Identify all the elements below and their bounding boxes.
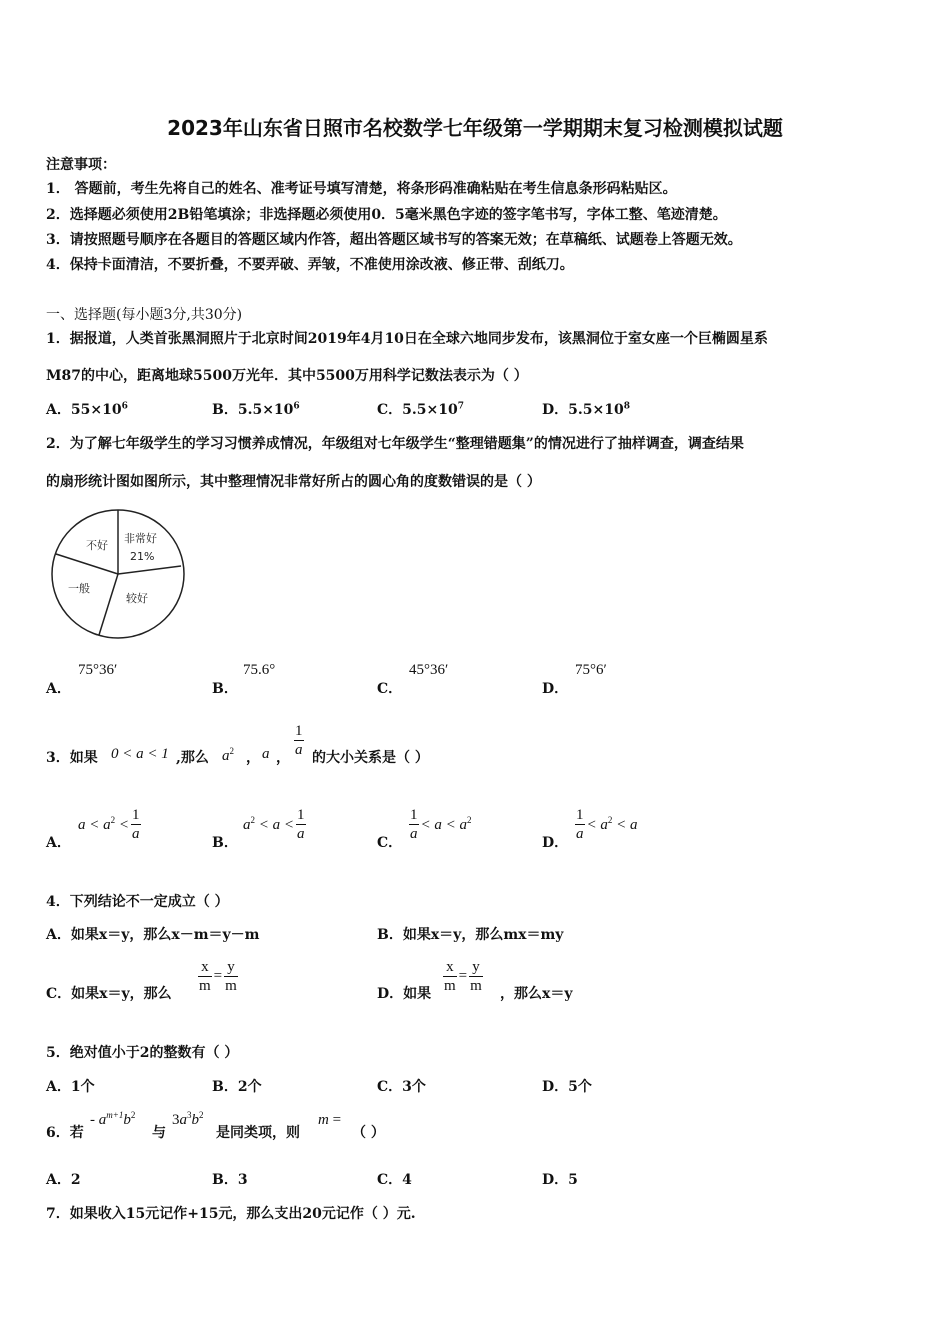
pie-label-good: 较好 (126, 592, 148, 605)
q3-option-d-expr: $\frac{1}{a}$ < $a^2 < a$ (576, 807, 638, 842)
q5-option-c: C．3个 (377, 1079, 426, 1095)
q6-option-a: A．2 (46, 1172, 81, 1188)
pie-divider-left (56, 554, 118, 574)
q6-end: （ ） (352, 1125, 385, 1141)
q2-option-a-letter: A． (46, 681, 71, 697)
q4-option-d-equation: $\frac{x}{m}$ = $\frac{y}{m}$ (444, 959, 482, 994)
q1-option-b: B．$5.5\times 10^6$ (212, 401, 300, 418)
pie-divider-bottom (99, 574, 118, 635)
q1-option-c: C．$5.5\times 10^7$ (377, 401, 464, 418)
q6-term-1: - $a^{m+1}b^2$ (90, 1110, 136, 1128)
section-heading: 一、选择题(每小题3分,共30分) (46, 307, 243, 323)
q4-option-b: B．如果x＝y，那么mx＝my (377, 927, 564, 943)
q2-option-d-value: 75°6′ (575, 662, 607, 678)
pie-label-percent: 21% (130, 550, 155, 563)
page-title: 2023年山东省日照市名校数学七年级第一学期期末复习检测模拟试题 (167, 116, 783, 140)
q3-mid: ,那么 (176, 750, 209, 766)
q2-option-c-value: 45°36′ (409, 662, 449, 678)
q6-mid: 与 (152, 1125, 166, 1141)
q5-option-b: B．2个 (212, 1079, 262, 1095)
q3-option-c-letter: C． (377, 835, 403, 851)
q7-stem: 7．如果收入15元记作+15元，那么支出20元记作（ ）元. (46, 1206, 416, 1222)
q3-option-d-letter: D． (542, 835, 569, 851)
q2-line1: 2．为了解七年级学生的学习习惯养成情况，年级组对七年级学生“整理错题集”的情况进行了抽样调查，调查结果 (46, 436, 744, 452)
q2-option-d-letter: D． (542, 681, 569, 697)
q3-prefix: 3．如果 (46, 750, 98, 766)
q2-option-a-value: 75°36′ (78, 662, 118, 678)
notice-item-4: 4．保持卡面清洁，不要折叠，不要弄破、弄皱，不准使用涂改液、修正带、刮纸刀。 (46, 257, 574, 273)
q3-suffix: 的大小关系是（ ） (312, 750, 429, 766)
q3-term-reciprocal: $\frac{1}{a}$ (295, 723, 303, 758)
q6-term-2: $3a^3b^2$ (172, 1110, 204, 1128)
notice-item-1: 1． 答题前，考生先将自己的姓名、准考证号填写清楚，将条形码准确粘贴在考生信息条形码粘贴区。 (46, 181, 677, 197)
notice-heading: 注意事项： (46, 157, 116, 173)
pie-divider-right (118, 566, 181, 574)
q3-term-a: a (262, 746, 270, 762)
q3-option-a-letter: A． (46, 835, 71, 851)
q3-sep-1: ， (246, 750, 260, 766)
pie-label-general: 一般 (68, 582, 90, 595)
q3-option-b-expr: $a^2 < a$ < $\frac{1}{a}$ (243, 807, 305, 842)
q3-option-c-expr: $\frac{1}{a}$ < $a < a^2$ (410, 807, 472, 842)
q4-option-d-prefix: D．如果 (377, 986, 432, 1002)
q4-option-a: A．如果x＝y，那么x－m＝y－m (46, 927, 260, 943)
pie-label-very-good: 非常好 (124, 532, 157, 545)
q4-stem: 4．下列结论不一定成立（ ） (46, 894, 229, 910)
notice-item-3: 3．请按照题号顺序在各题目的答题区域内作答，超出答题区域书写的答案无效；在草稿纸、试题卷上答题无效。 (46, 232, 742, 248)
pie-chart-figure (46, 504, 190, 644)
q6-post: 是同类项，则 (216, 1125, 300, 1141)
q6-option-b: B．3 (212, 1172, 248, 1188)
q1-option-d: D．$5.5\times 10^8$ (542, 401, 630, 418)
q1-option-a: A．$55\times 10^6$ (46, 401, 128, 418)
q6-prefix: 6．若 (46, 1125, 84, 1141)
q2-option-b-letter: B． (212, 681, 238, 697)
q1-line1: 1．据报道，人类首张黑洞照片于北京时间2019年4月10日在全球六地同步发布，该黑洞位于室女座一个巨椭圆星系 (46, 331, 768, 347)
q6-option-d: D．5 (542, 1172, 578, 1188)
q3-term-a-squared: $a^2$ (222, 746, 234, 764)
q3-option-a-expr: $a < a^2$ < $\frac{1}{a}$ (78, 807, 140, 842)
q5-option-a: A．1个 (46, 1079, 95, 1095)
notice-item-2: 2．选择题必须使用2B铅笔填涂；非选择题必须使用0．5毫米黑色字迹的签字笔书写，字体工整、笔迹清楚。 (46, 207, 727, 223)
q5-option-d: D．5个 (542, 1079, 592, 1095)
q4-option-c-equation: $\frac{x}{m}$ = $\frac{y}{m}$ (199, 959, 237, 994)
q1-line2: M87的中心，距离地球5500万光年．其中5500万用科学记数法表示为（ ） (46, 368, 528, 384)
q2-line2: 的扇形统计图如图所示，其中整理情况非常好所占的圆心角的度数错误的是（ ） (46, 474, 541, 490)
q2-option-b-value: 75.6° (243, 662, 276, 678)
q4-option-d-suffix: ，那么x＝y (500, 986, 573, 1002)
q2-option-c-letter: C． (377, 681, 403, 697)
q3-option-b-letter: B． (212, 835, 238, 851)
q6-unknown: m = (318, 1112, 342, 1128)
q3-condition: 0 < a < 1 (111, 746, 169, 762)
q6-option-c: C．4 (377, 1172, 412, 1188)
pie-label-bad: 不好 (86, 539, 108, 552)
q4-option-c-prefix: C．如果x＝y，那么 (46, 986, 172, 1002)
q3-sep-2: ， (276, 750, 290, 766)
q5-stem: 5．绝对值小于2的整数有（ ） (46, 1045, 239, 1061)
